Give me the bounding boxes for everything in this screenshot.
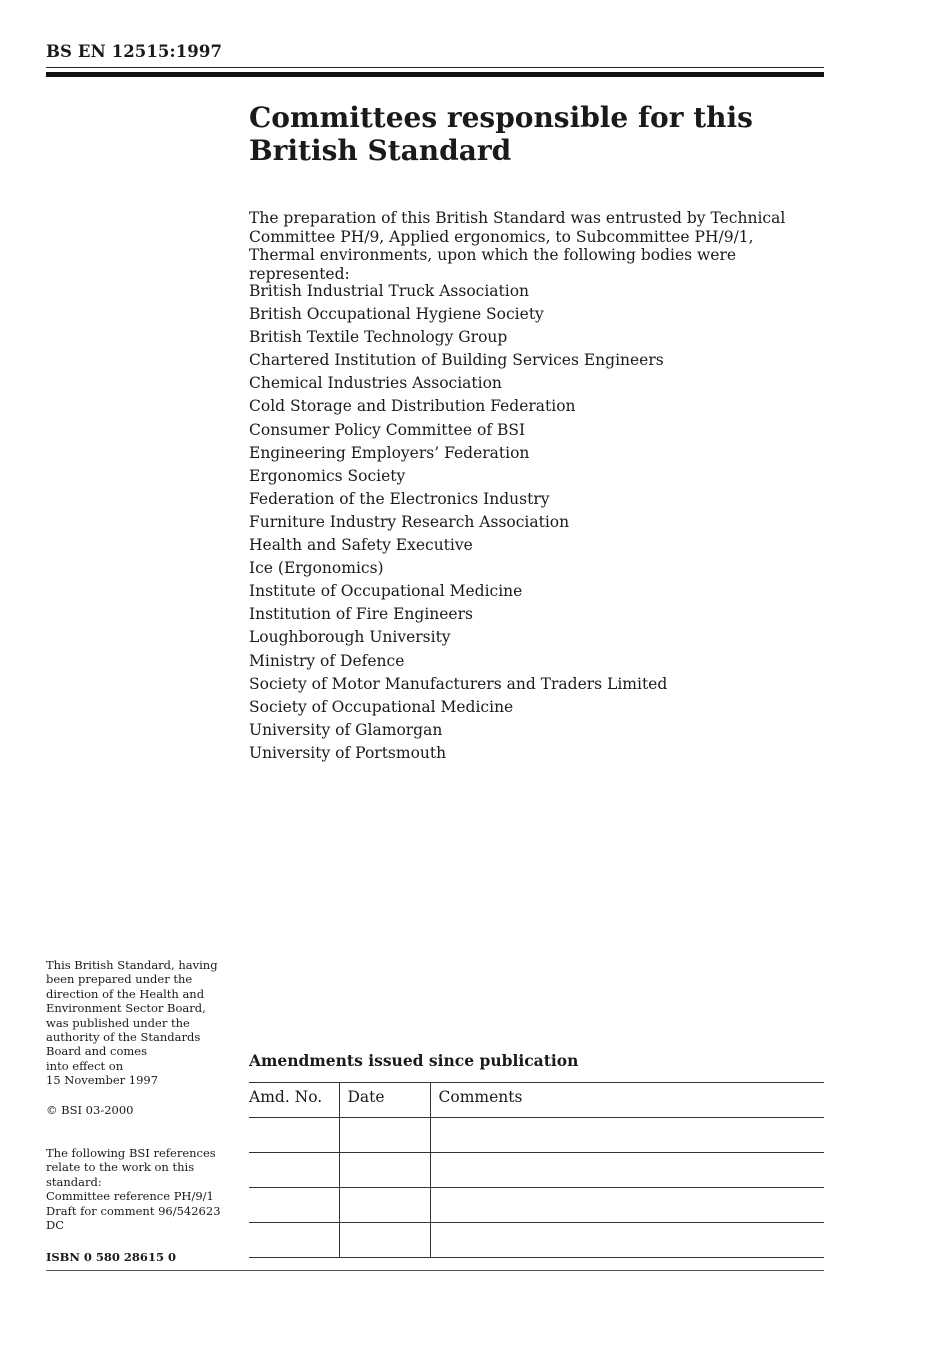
note-line: Environment Sector Board, [46, 1001, 206, 1016]
table-cell [339, 1153, 430, 1188]
table-cell [249, 1188, 339, 1223]
note-line: standard: [46, 1174, 102, 1189]
header-rule-thin [46, 67, 824, 68]
table-row [249, 1188, 824, 1223]
list-item: Health and Safety Executive [249, 536, 473, 555]
bsi-references-note [46, 1146, 236, 1232]
amendments-table [249, 1082, 824, 1258]
document-id: BS EN 12515:1997 [46, 42, 223, 61]
note-line: The following BSI references [46, 1146, 216, 1160]
note-line: direction of the Health and [46, 986, 205, 1001]
list-item: Engineering Employers’ Federation [249, 443, 530, 462]
table-row [249, 1118, 824, 1153]
note-line: been prepared under the [46, 972, 193, 987]
represented-bodies-list [249, 280, 809, 765]
column-header-comments: Comments [430, 1083, 824, 1118]
table-cell [249, 1223, 339, 1258]
list-item: Ergonomics Society [249, 466, 406, 485]
table-row [249, 1223, 824, 1258]
copyright-note: © BSI 03-2000 [46, 1103, 134, 1117]
list-item: Institute of Occupational Medicine [249, 582, 523, 601]
table-cell [339, 1188, 430, 1223]
list-item: Federation of the Electronics Industry [249, 489, 550, 508]
list-item: Furniture Industry Research Association [249, 512, 570, 531]
list-item: Consumer Policy Committee of BSI [249, 420, 526, 439]
list-item: British Textile Technology Group [249, 328, 508, 347]
table-cell [339, 1223, 430, 1258]
list-item: Loughborough University [249, 628, 451, 647]
column-header-amd-no: Amd. No. [249, 1083, 339, 1118]
table-cell [249, 1118, 339, 1153]
note-line: was published under the [46, 1015, 190, 1030]
list-item: Ministry of Defence [249, 651, 405, 670]
list-item: Chartered Institution of Building Services Engineers [249, 351, 664, 370]
publication-note [46, 958, 236, 1088]
header-rule-thick [46, 72, 824, 77]
list-item: British Occupational Hygiene Society [249, 305, 544, 324]
footer-rule [46, 1270, 824, 1271]
list-item: Institution of Fire Engineers [249, 605, 473, 624]
list-item: University of Glamorgan [249, 720, 443, 739]
table-cell [430, 1223, 824, 1258]
amendments-heading: Amendments issued since publication [249, 1051, 579, 1070]
table-cell [430, 1188, 824, 1223]
table-cell [430, 1118, 824, 1153]
list-item: Cold Storage and Distribution Federation [249, 397, 576, 416]
list-item: Ice (Ergonomics) [249, 559, 384, 578]
note-line: 15 November 1997 [46, 1073, 159, 1088]
note-line: relate to the work on this [46, 1160, 195, 1175]
list-item: British Industrial Truck Association [249, 282, 530, 300]
intro-paragraph: The preparation of this British Standard was entrusted by Technical Committee PH/9, Applied ergonomics, to Subcommittee PH/9/1, Thermal environments, upon which the following bodies were represented: [249, 209, 786, 283]
note-line: This British Standard, having [46, 958, 218, 972]
list-item: Society of Motor Manufacturers and Traders Limited [249, 674, 668, 693]
note-line: into effect on [46, 1058, 124, 1073]
isbn: ISBN 0 580 28615 0 [46, 1250, 176, 1264]
column-header-date: Date [339, 1083, 430, 1118]
note-line: Board and comes [46, 1044, 148, 1059]
table-row [249, 1153, 824, 1188]
list-item: University of Portsmouth [249, 743, 447, 762]
note-line: authority of the Standards [46, 1030, 201, 1045]
amendments-header-row [249, 1083, 824, 1118]
list-item: Chemical Industries Association [249, 374, 502, 393]
note-line: Draft for comment 96/542623 DC [46, 1203, 221, 1233]
table-cell [249, 1153, 339, 1188]
table-cell [339, 1118, 430, 1153]
note-line: Committee reference PH/9/1 [46, 1189, 214, 1204]
title-line-1: Committees responsible for this [249, 101, 753, 134]
table-cell [430, 1153, 824, 1188]
list-item: Society of Occupational Medicine [249, 697, 514, 716]
page-title [249, 101, 809, 167]
title-line-2: British Standard [249, 134, 512, 167]
